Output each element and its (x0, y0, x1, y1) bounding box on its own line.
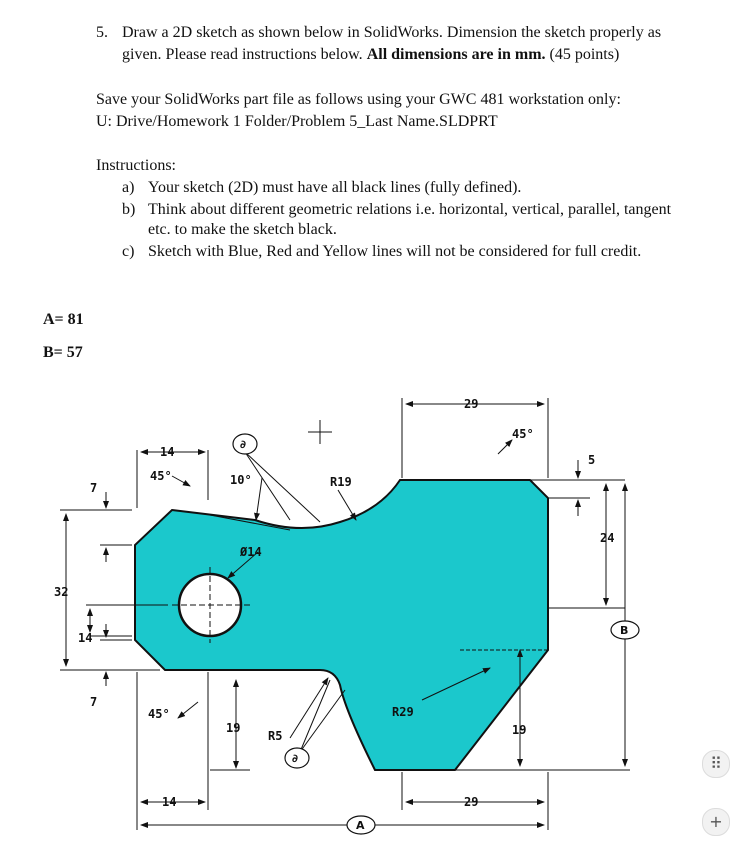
dim-bottom-29: 29 (464, 795, 479, 809)
dim-seven-top: 7 (90, 481, 98, 495)
technical-drawing (0, 380, 735, 853)
question-number: 5. (96, 24, 108, 41)
dim-angle-10: 10° (230, 473, 252, 487)
question-line-2 (122, 44, 619, 66)
dim-radius-5: R5 (268, 729, 283, 743)
instructions-heading: Instructions: (96, 157, 176, 174)
dim-height-32: 32 (54, 585, 69, 599)
dim-chamfer-top-45: 45° (150, 469, 172, 483)
dim-radius-19: R19 (330, 475, 352, 489)
dim-top-29: 29 (464, 397, 479, 411)
question-line-2-pre: given. Please read instructions below. (122, 46, 363, 63)
instruction-a-marker: a) (122, 179, 135, 196)
tangent-symbol-top-label: ∂ (240, 438, 246, 451)
dim-chamfer-bottom-45: 45° (148, 707, 170, 721)
instruction-b-text: Think about different geometric relations i.e. horizontal, vertical, parallel, tangent (148, 201, 672, 218)
drag-handle-icon[interactable]: ⠿ (702, 750, 730, 778)
dim-height-19-right: 19 (512, 723, 527, 737)
tangent-symbol-bottom-label: ∂ (292, 752, 298, 765)
variable-a: A= 81 (43, 311, 84, 328)
add-button[interactable]: + (702, 808, 730, 836)
variable-b: B= 57 (43, 344, 83, 361)
instruction-a-text: Your sketch (2D) must have all black lines (fully defined). (148, 179, 522, 196)
instruction-b-continued: etc. to make the sketch black. (148, 221, 337, 238)
instruction-c-text: Sketch with Blue, Red and Yellow lines will not be considered for full credit. (148, 243, 642, 260)
dim-diameter-14: Ø14 (240, 545, 262, 559)
dim-height-24: 24 (600, 531, 615, 545)
balloon-a-label: A (356, 819, 365, 832)
dim-height-14-left: 14 (78, 631, 93, 645)
instruction-b-marker: b) (122, 201, 136, 218)
dim-seven-bottom: 7 (90, 695, 98, 709)
dim-bottom-14: 14 (162, 795, 177, 809)
save-line-2: U: Drive/Homework 1 Folder/Problem 5_Last Name.SLDPRT (96, 113, 498, 130)
dim-top-14: 14 (160, 445, 175, 459)
dim-height-19-left: 19 (226, 721, 241, 735)
dim-offset-5: 5 (588, 453, 596, 467)
question-line-2-post: (45 points) (549, 46, 620, 63)
balloon-b-label: B (620, 624, 629, 637)
question-line-2-bold: All dimensions are in mm. (366, 46, 546, 63)
instruction-c-marker: c) (122, 243, 135, 260)
save-line-1: Save your SolidWorks part file as follows using your GWC 481 workstation only: (96, 91, 621, 108)
question-line-1: Draw a 2D sketch as shown below in SolidWorks. Dimension the sketch properly as (122, 24, 662, 41)
dim-radius-29: R29 (392, 705, 414, 719)
dim-angle-45-right: 45° (512, 427, 534, 441)
